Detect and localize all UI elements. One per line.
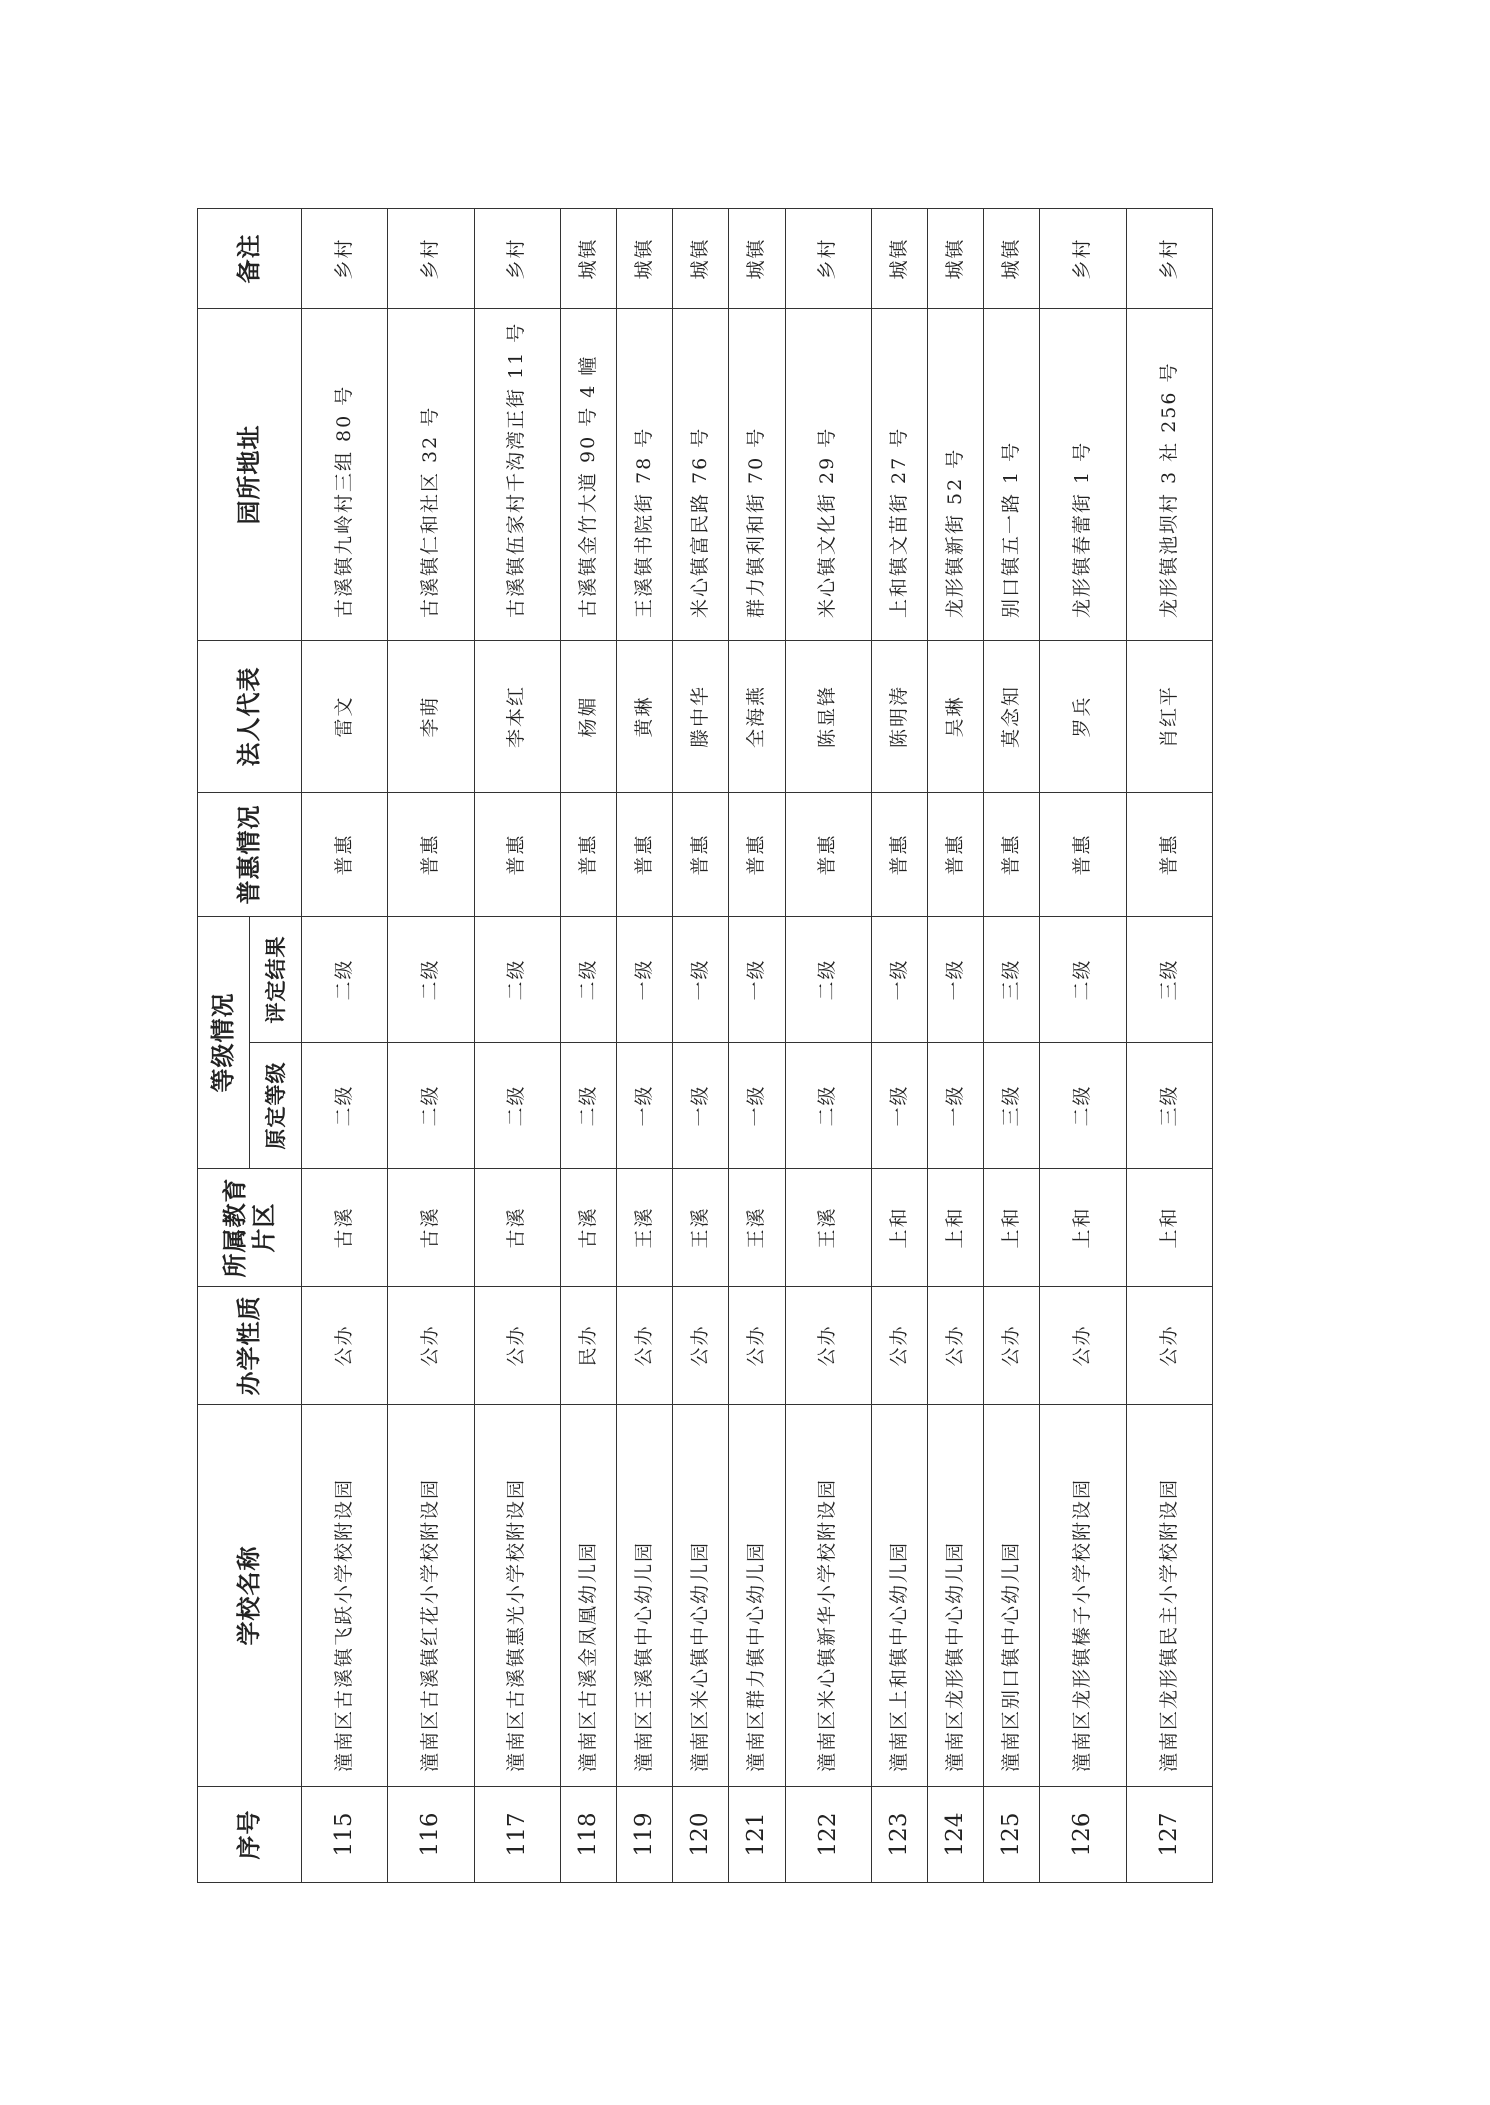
cell-remark: 城镇 bbox=[673, 209, 729, 309]
cell-address: 王溪镇书院街 78 号 bbox=[617, 309, 673, 641]
cell-school-name: 潼南区龙形镇榛子小学校附设园 bbox=[1040, 1405, 1126, 1787]
cell-remark: 乡村 bbox=[1040, 209, 1126, 309]
header-address: 园所地址 bbox=[198, 309, 302, 641]
cell-nature: 公办 bbox=[871, 1287, 927, 1405]
cell-school-name: 潼南区上和镇中心幼儿园 bbox=[871, 1405, 927, 1787]
table-row bbox=[302, 209, 388, 1883]
cell-assessed-result: 二级 bbox=[474, 917, 560, 1043]
header-index: 序号 bbox=[198, 1787, 302, 1883]
cell-address: 古溪镇九岭村三组 80 号 bbox=[302, 309, 388, 641]
table-row bbox=[729, 209, 785, 1883]
cell-original-grade: 一级 bbox=[729, 1043, 785, 1169]
cell-index: 124 bbox=[927, 1787, 983, 1883]
cell-area: 上和 bbox=[984, 1169, 1040, 1287]
cell-legal-rep: 李萌 bbox=[388, 641, 474, 793]
cell-school-name: 潼南区米心镇新华小学校附设园 bbox=[785, 1405, 871, 1787]
cell-assessed-result: 二级 bbox=[560, 917, 616, 1043]
cell-remark: 城镇 bbox=[617, 209, 673, 309]
cell-remark: 城镇 bbox=[984, 209, 1040, 309]
cell-school-name: 潼南区古溪镇惠光小学校附设园 bbox=[474, 1405, 560, 1787]
cell-original-grade: 三级 bbox=[984, 1043, 1040, 1169]
cell-legal-rep: 杨媚 bbox=[560, 641, 616, 793]
cell-assessed-result: 一级 bbox=[673, 917, 729, 1043]
cell-nature: 公办 bbox=[474, 1287, 560, 1405]
cell-assessed-result: 三级 bbox=[984, 917, 1040, 1043]
cell-remark: 乡村 bbox=[388, 209, 474, 309]
cell-original-grade: 二级 bbox=[560, 1043, 616, 1169]
table-row bbox=[560, 209, 616, 1883]
cell-nature: 公办 bbox=[302, 1287, 388, 1405]
cell-puhui: 普惠 bbox=[1126, 793, 1212, 917]
cell-school-name: 潼南区群力镇中心幼儿园 bbox=[729, 1405, 785, 1787]
table-row bbox=[1126, 209, 1212, 1883]
cell-area: 王溪 bbox=[729, 1169, 785, 1287]
table-row bbox=[871, 209, 927, 1883]
cell-school-name: 潼南区别口镇中心幼儿园 bbox=[984, 1405, 1040, 1787]
header-legal-rep: 法人代表 bbox=[198, 641, 302, 793]
cell-puhui: 普惠 bbox=[388, 793, 474, 917]
cell-remark: 乡村 bbox=[302, 209, 388, 309]
cell-address: 米心镇文化街 29 号 bbox=[785, 309, 871, 641]
table-row bbox=[673, 209, 729, 1883]
cell-remark: 乡村 bbox=[474, 209, 560, 309]
cell-legal-rep: 陈显锋 bbox=[785, 641, 871, 793]
rotated-table-container bbox=[197, 209, 1213, 1883]
cell-index: 127 bbox=[1126, 1787, 1212, 1883]
cell-legal-rep: 莫念知 bbox=[984, 641, 1040, 793]
cell-nature: 公办 bbox=[1040, 1287, 1126, 1405]
kindergarten-grade-table bbox=[197, 208, 1213, 1883]
cell-puhui: 普惠 bbox=[302, 793, 388, 917]
cell-assessed-result: 二级 bbox=[785, 917, 871, 1043]
table-row bbox=[617, 209, 673, 1883]
cell-area: 古溪 bbox=[302, 1169, 388, 1287]
cell-legal-rep: 黄琳 bbox=[617, 641, 673, 793]
cell-address: 古溪镇仁和社区 32 号 bbox=[388, 309, 474, 641]
header-grade-group: 等级情况 bbox=[198, 917, 250, 1169]
cell-legal-rep: 滕中华 bbox=[673, 641, 729, 793]
cell-nature: 公办 bbox=[927, 1287, 983, 1405]
cell-assessed-result: 一级 bbox=[617, 917, 673, 1043]
cell-school-name: 潼南区古溪金凤凰幼儿园 bbox=[560, 1405, 616, 1787]
cell-legal-rep: 陈明涛 bbox=[871, 641, 927, 793]
cell-area: 王溪 bbox=[617, 1169, 673, 1287]
cell-index: 126 bbox=[1040, 1787, 1126, 1883]
cell-original-grade: 一级 bbox=[617, 1043, 673, 1169]
cell-assessed-result: 二级 bbox=[1040, 917, 1126, 1043]
cell-legal-rep: 李本红 bbox=[474, 641, 560, 793]
table-row bbox=[388, 209, 474, 1883]
cell-area: 王溪 bbox=[785, 1169, 871, 1287]
cell-index: 122 bbox=[785, 1787, 871, 1883]
cell-address: 龙形镇春蕾街 1 号 bbox=[1040, 309, 1126, 641]
cell-puhui: 普惠 bbox=[617, 793, 673, 917]
cell-index: 120 bbox=[673, 1787, 729, 1883]
cell-puhui: 普惠 bbox=[729, 793, 785, 917]
cell-puhui: 普惠 bbox=[927, 793, 983, 917]
cell-remark: 城镇 bbox=[871, 209, 927, 309]
cell-index: 125 bbox=[984, 1787, 1040, 1883]
cell-nature: 公办 bbox=[729, 1287, 785, 1405]
cell-school-name: 潼南区米心镇中心幼儿园 bbox=[673, 1405, 729, 1787]
cell-puhui: 普惠 bbox=[474, 793, 560, 917]
cell-original-grade: 一级 bbox=[927, 1043, 983, 1169]
cell-nature: 公办 bbox=[1126, 1287, 1212, 1405]
cell-index: 123 bbox=[871, 1787, 927, 1883]
cell-original-grade: 二级 bbox=[388, 1043, 474, 1169]
cell-assessed-result: 三级 bbox=[1126, 917, 1212, 1043]
cell-assessed-result: 二级 bbox=[302, 917, 388, 1043]
table-row bbox=[474, 209, 560, 1883]
header-school-name: 学校名称 bbox=[198, 1405, 302, 1787]
cell-assessed-result: 二级 bbox=[388, 917, 474, 1043]
table-row bbox=[1040, 209, 1126, 1883]
header-original-grade: 原定等级 bbox=[250, 1043, 302, 1169]
cell-school-name: 潼南区龙形镇中心幼儿园 bbox=[927, 1405, 983, 1787]
cell-address: 上和镇文苗街 27 号 bbox=[871, 309, 927, 641]
header-nature: 办学性质 bbox=[198, 1287, 302, 1405]
cell-address: 古溪镇金竹大道 90 号 4 幢 bbox=[560, 309, 616, 641]
cell-puhui: 普惠 bbox=[560, 793, 616, 917]
cell-remark: 乡村 bbox=[785, 209, 871, 309]
cell-area: 上和 bbox=[927, 1169, 983, 1287]
table-row bbox=[927, 209, 983, 1883]
table-body bbox=[302, 209, 1213, 1883]
cell-original-grade: 二级 bbox=[1040, 1043, 1126, 1169]
cell-remark: 乡村 bbox=[1126, 209, 1212, 309]
cell-nature: 公办 bbox=[673, 1287, 729, 1405]
cell-index: 119 bbox=[617, 1787, 673, 1883]
cell-nature: 公办 bbox=[388, 1287, 474, 1405]
cell-nature: 公办 bbox=[617, 1287, 673, 1405]
cell-area: 上和 bbox=[871, 1169, 927, 1287]
cell-area: 上和 bbox=[1040, 1169, 1126, 1287]
cell-legal-rep: 雷文 bbox=[302, 641, 388, 793]
header-puhui: 普惠情况 bbox=[198, 793, 302, 917]
cell-puhui: 普惠 bbox=[785, 793, 871, 917]
cell-puhui: 普惠 bbox=[871, 793, 927, 917]
cell-nature: 公办 bbox=[984, 1287, 1040, 1405]
cell-index: 116 bbox=[388, 1787, 474, 1883]
cell-address: 别口镇五一路 1 号 bbox=[984, 309, 1040, 641]
table-row bbox=[984, 209, 1040, 1883]
cell-address: 群力镇利和街 70 号 bbox=[729, 309, 785, 641]
cell-school-name: 潼南区古溪镇红花小学校附设园 bbox=[388, 1405, 474, 1787]
cell-index: 117 bbox=[474, 1787, 560, 1883]
cell-puhui: 普惠 bbox=[673, 793, 729, 917]
cell-address: 龙形镇新街 52 号 bbox=[927, 309, 983, 641]
cell-original-grade: 二级 bbox=[302, 1043, 388, 1169]
cell-address: 古溪镇伍家村千沟湾正街 11 号 bbox=[474, 309, 560, 641]
cell-index: 118 bbox=[560, 1787, 616, 1883]
cell-address: 米心镇富民路 76 号 bbox=[673, 309, 729, 641]
cell-school-name: 潼南区龙形镇民主小学校附设园 bbox=[1126, 1405, 1212, 1787]
cell-area: 古溪 bbox=[388, 1169, 474, 1287]
cell-remark: 城镇 bbox=[927, 209, 983, 309]
cell-original-grade: 一级 bbox=[871, 1043, 927, 1169]
cell-legal-rep: 肖红平 bbox=[1126, 641, 1212, 793]
table-row bbox=[785, 209, 871, 1883]
cell-original-grade: 三级 bbox=[1126, 1043, 1212, 1169]
header-remark: 备注 bbox=[198, 209, 302, 309]
cell-index: 121 bbox=[729, 1787, 785, 1883]
cell-assessed-result: 一级 bbox=[871, 917, 927, 1043]
cell-school-name: 潼南区王溪镇中心幼儿园 bbox=[617, 1405, 673, 1787]
cell-area: 王溪 bbox=[673, 1169, 729, 1287]
cell-remark: 城镇 bbox=[560, 209, 616, 309]
cell-remark: 城镇 bbox=[729, 209, 785, 309]
cell-puhui: 普惠 bbox=[1040, 793, 1126, 917]
cell-original-grade: 二级 bbox=[785, 1043, 871, 1169]
cell-legal-rep: 吴琳 bbox=[927, 641, 983, 793]
header-area: 所属教育片区 bbox=[198, 1169, 302, 1287]
cell-legal-rep: 罗兵 bbox=[1040, 641, 1126, 793]
cell-original-grade: 一级 bbox=[673, 1043, 729, 1169]
cell-area: 古溪 bbox=[474, 1169, 560, 1287]
cell-address: 龙形镇池坝村 3 社 256 号 bbox=[1126, 309, 1212, 641]
cell-nature: 民办 bbox=[560, 1287, 616, 1405]
cell-original-grade: 二级 bbox=[474, 1043, 560, 1169]
cell-school-name: 潼南区古溪镇飞跃小学校附设园 bbox=[302, 1405, 388, 1787]
cell-index: 115 bbox=[302, 1787, 388, 1883]
cell-assessed-result: 一级 bbox=[927, 917, 983, 1043]
cell-area: 古溪 bbox=[560, 1169, 616, 1287]
cell-puhui: 普惠 bbox=[984, 793, 1040, 917]
cell-legal-rep: 全海燕 bbox=[729, 641, 785, 793]
header-assessed-result: 评定结果 bbox=[250, 917, 302, 1043]
cell-nature: 公办 bbox=[785, 1287, 871, 1405]
cell-area: 上和 bbox=[1126, 1169, 1212, 1287]
cell-assessed-result: 一级 bbox=[729, 917, 785, 1043]
